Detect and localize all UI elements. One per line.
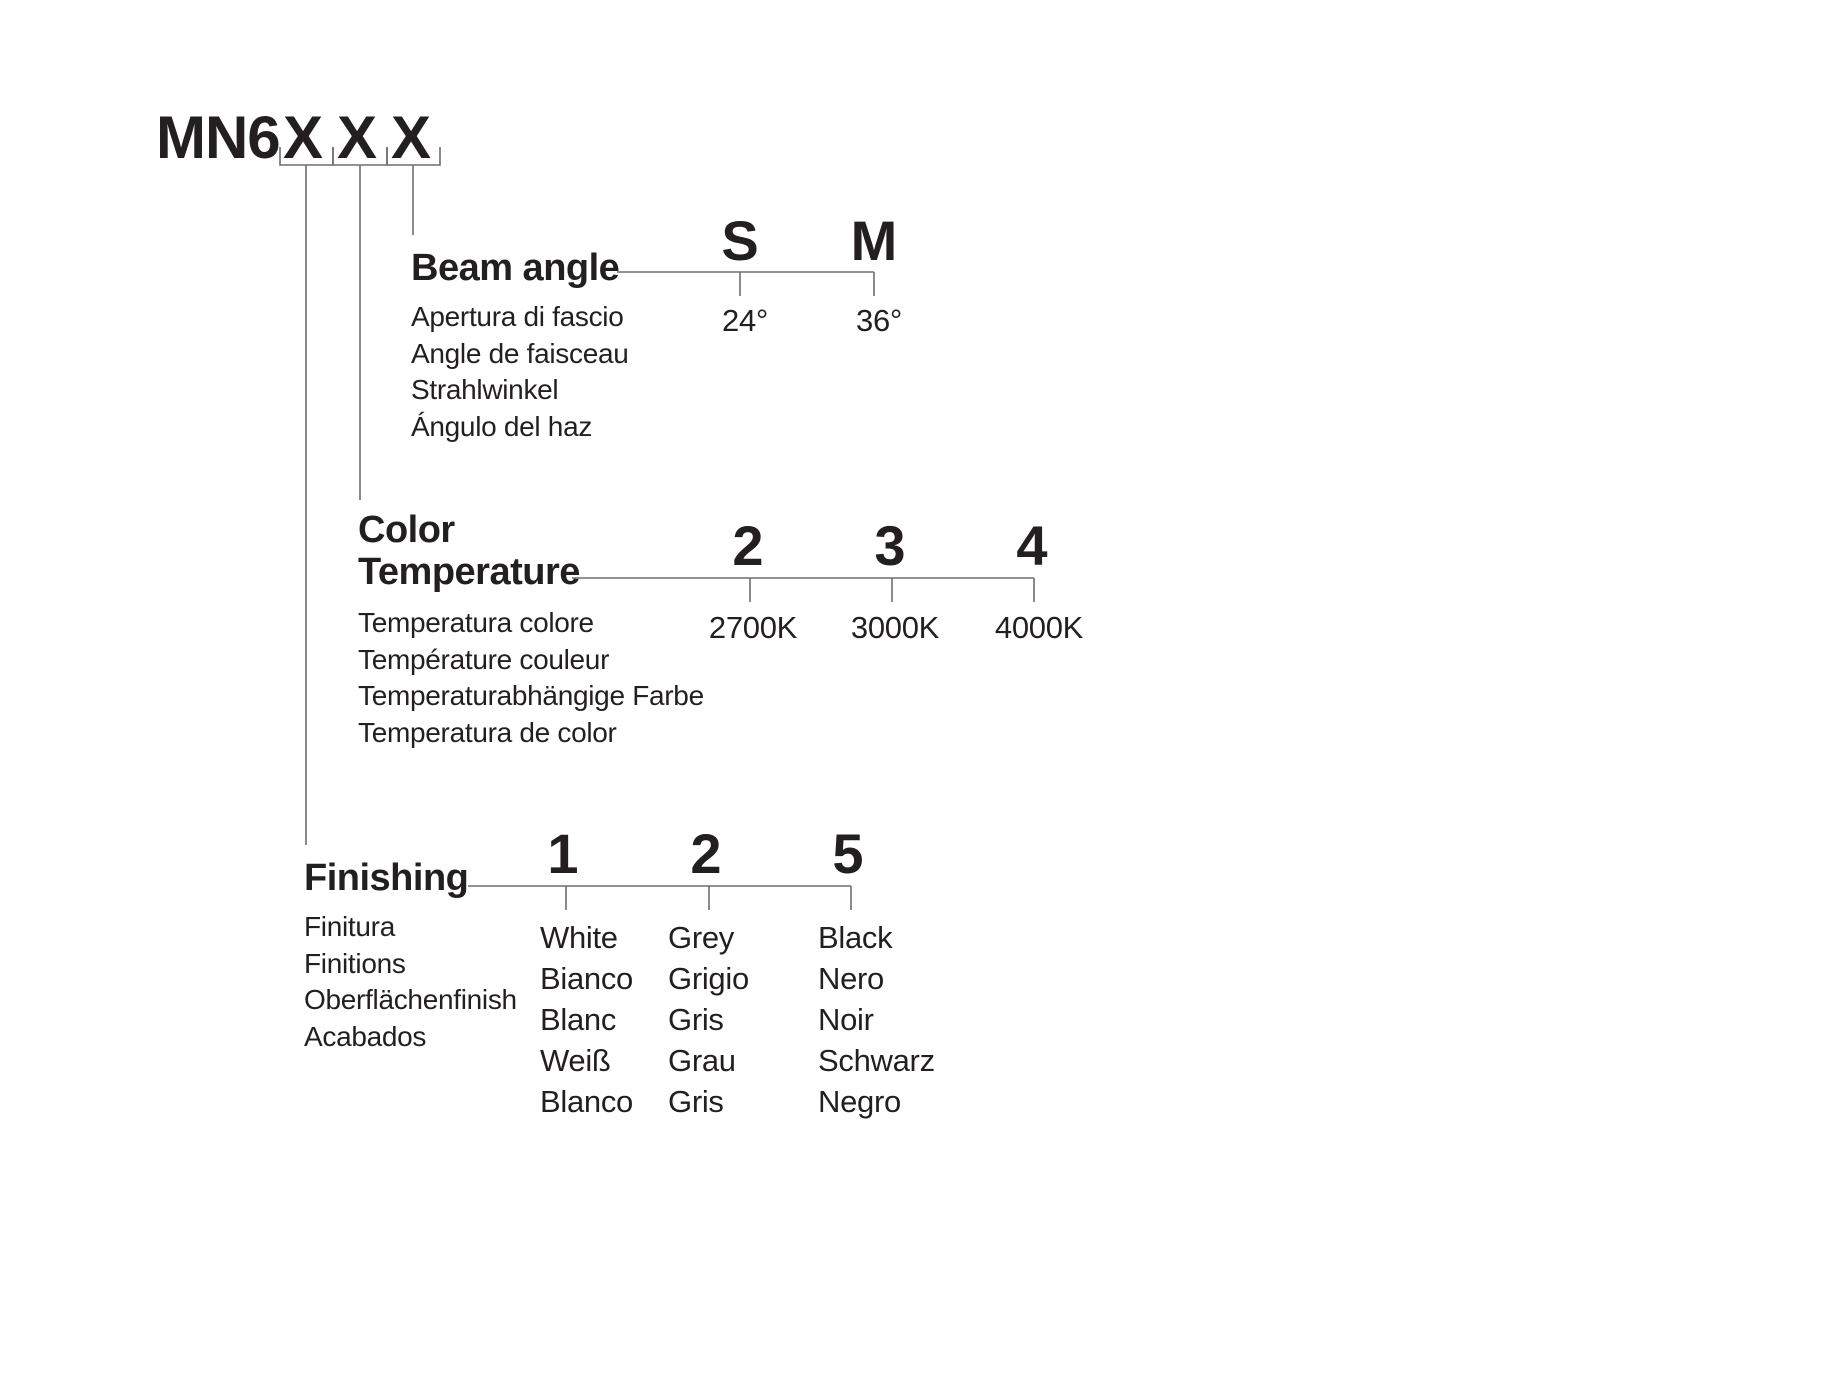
finishing-title: Finishing [304, 857, 469, 899]
finishing-code-2: 2 [690, 822, 722, 885]
model-placeholder-2: X [337, 104, 377, 171]
beam-angle-value-s: 24° [722, 303, 768, 338]
color-temperature-value-3000k: 3000K [850, 610, 940, 645]
beam-angle-code-m: M [850, 209, 898, 272]
color-temperature-value-2700k: 2700K [708, 610, 798, 645]
finishing-translations: Finitura Finitions Oberflächenfinish Acabados [304, 911, 517, 1052]
beam-angle-title: Beam angle [411, 247, 620, 289]
model-placeholder-3: X [391, 104, 431, 171]
beam-angle-value-m: 36° [856, 303, 902, 338]
finishing-values-black: Black Nero Noir Schwarz Negro [818, 920, 935, 1119]
model-prefix: MN6 [156, 104, 280, 171]
finishing-values-white: White Bianco Blanc Weiß Blanco [540, 920, 633, 1119]
model-placeholder-1: X [283, 104, 323, 171]
color-temperature-code-3: 3 [874, 514, 906, 577]
beam-angle-code-s: S [721, 209, 759, 272]
color-temperature-title: Color Temperature [358, 509, 580, 593]
color-temperature-translations: Temperatura colore Température couleur Temperaturabhängige Farbe Temperatura de color [358, 607, 704, 748]
color-temperature-code-2: 2 [732, 514, 764, 577]
color-temperature-code-4: 4 [1016, 514, 1048, 577]
color-temperature-value-4000k: 4000K [994, 610, 1084, 645]
beam-angle-translations: Apertura di fascio Angle de faisceau Strahlwinkel Ángulo del haz [411, 301, 629, 442]
finishing-values-grey: Grey Grigio Gris Grau Gris [668, 920, 749, 1119]
finishing-code-1: 1 [547, 822, 579, 885]
finishing-code-5: 5 [832, 822, 864, 885]
